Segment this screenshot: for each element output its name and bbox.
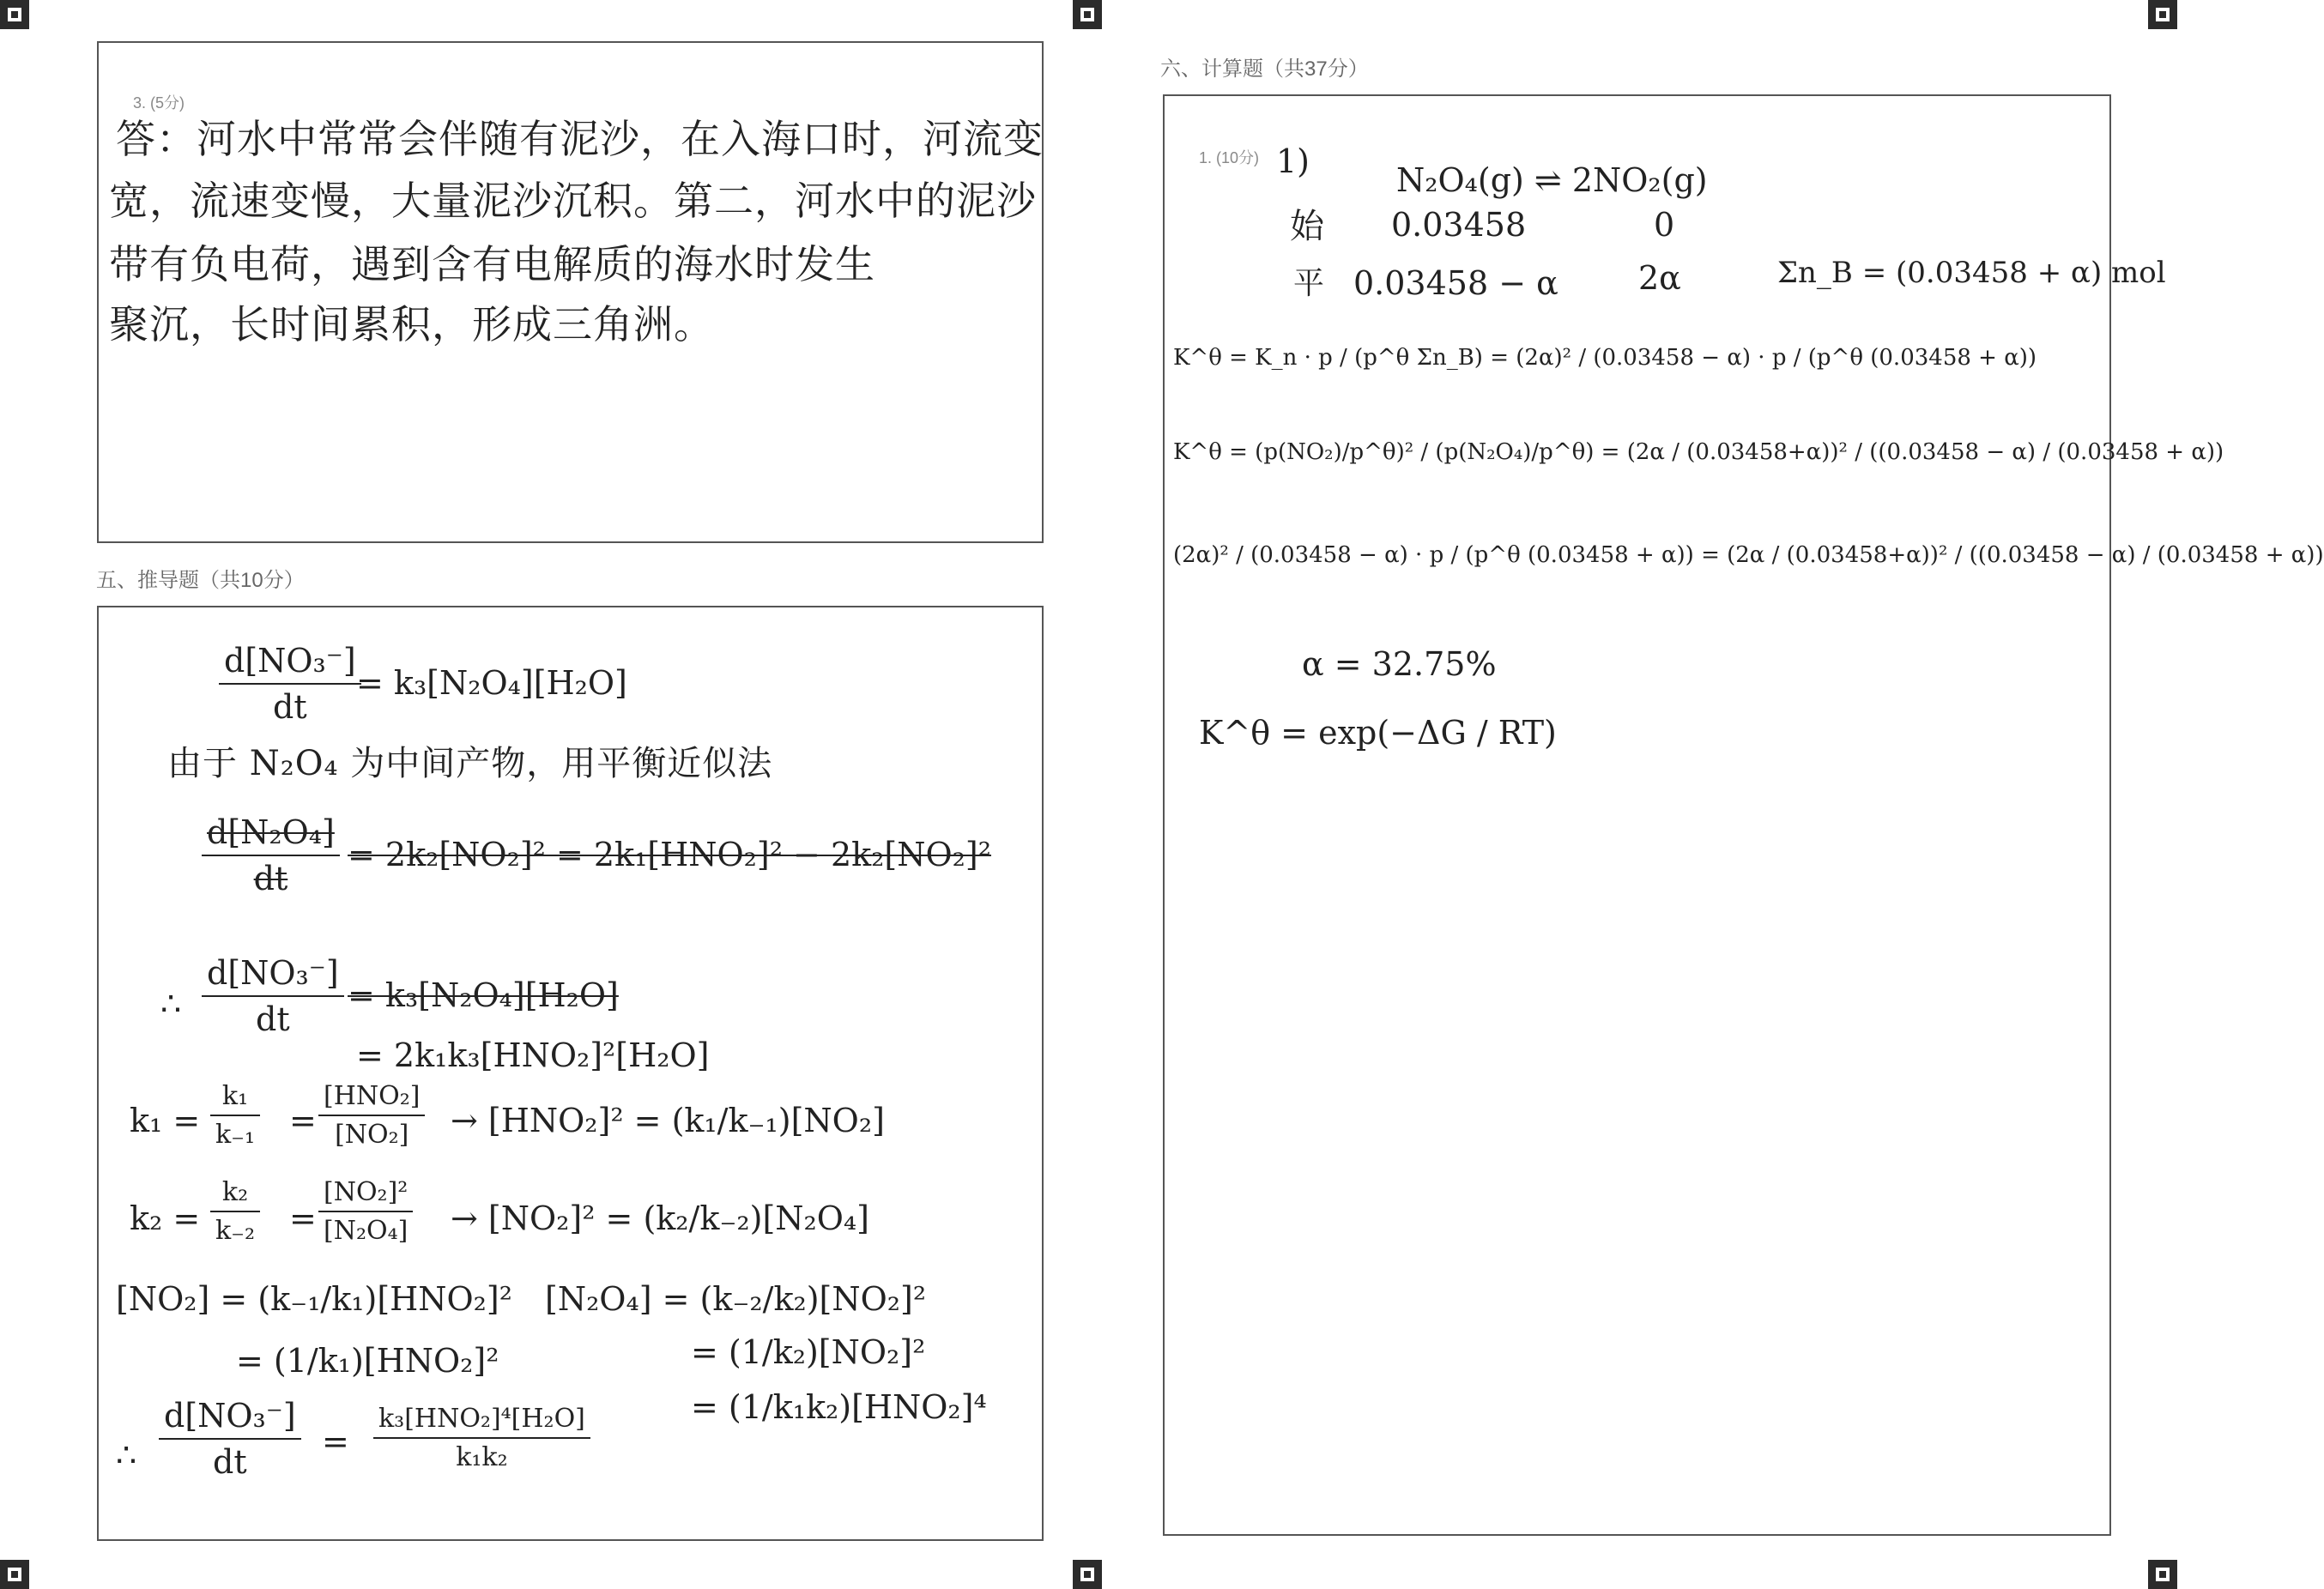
k1-lhs: k₁ = <box>130 1102 201 1139</box>
answer-line-1: 答：河水中常常会伴随有泥沙，在入海口时，河流变 <box>116 116 1044 162</box>
part-label: 1) <box>1276 142 1310 180</box>
no3-rate-rhs-2: = 2k₁k₃[HNO₂]²[H₂O] <box>356 1036 710 1074</box>
kp-expression-1: K^θ = K_n · p / (p^θ Σn_B) = (2α)² / (0.03458 − α) · p / (p^θ (0.03458 + α)) <box>1173 345 2037 371</box>
equilibrium-no2: 2α <box>1638 259 1681 297</box>
rate-expression-rhs: = k₃[N₂O₄][H₂O] <box>356 664 627 702</box>
initial-no2: 0 <box>1654 206 1675 244</box>
equilibrium-n2o4: 0.03458 − α <box>1353 264 1558 302</box>
answer-line-2: 宽，流速变慢，大量泥沙沉积。第二，河水中的泥沙 <box>109 178 1037 224</box>
fraction-numerator: k₁ <box>210 1081 260 1116</box>
fraction-numerator: d[NO₃⁻] <box>202 954 344 997</box>
equilibrium-row-label: 平 <box>1293 266 1326 301</box>
fraction-denominator: dt <box>273 688 307 726</box>
fraction-denominator: k₁k₂ <box>456 1442 508 1472</box>
answer-box-calculation <box>1163 94 2324 1536</box>
no3-rate-rhs: = k₃[N₂O₄][H₂O] <box>348 976 619 1014</box>
k-gibbs-relation: K^θ = exp(−ΔG / RT) <box>1199 714 1557 752</box>
fraction-denominator: dt <box>253 860 288 897</box>
n2o4-rate-rhs: = 2k₂[NO₂]² = 2k₁[HNO₂]² − 2k₂[NO₂]² <box>348 836 991 873</box>
registration-marker-top-right <box>2148 0 2177 29</box>
equals-sign: = <box>322 1423 349 1460</box>
k2-concentration-fraction <box>318 1177 413 1246</box>
therefore-symbol: ∴ <box>116 1436 137 1474</box>
fraction-denominator: dt <box>256 1000 290 1038</box>
fraction-numerator: [HNO₂] <box>318 1081 425 1116</box>
n2o4-rate-fraction <box>202 813 340 897</box>
answer-box-q3 <box>97 41 1044 543</box>
question-label: 1. (10分) <box>1199 149 1260 166</box>
fraction-denominator: [N₂O₄] <box>324 1216 409 1246</box>
equals-sign: = <box>289 1199 317 1237</box>
registration-marker-top-left <box>0 0 29 29</box>
question-label: 3. (5分) <box>133 94 185 112</box>
approximation-note: 由于 N₂O₄ 为中间产物，用平衡近似法 <box>167 744 773 783</box>
fraction-denominator: [NO₂] <box>335 1120 409 1150</box>
registration-marker-bottom-center <box>1073 1560 1102 1589</box>
fraction-denominator: dt <box>213 1443 247 1481</box>
k1-ratio-fraction <box>210 1081 260 1150</box>
k2-lhs: k₂ = <box>130 1199 201 1237</box>
initial-n2o4: 0.03458 <box>1391 206 1527 244</box>
fraction-numerator: [NO₂]² <box>318 1177 413 1212</box>
k1-rhs: → [HNO₂]² = (k₁/k₋₁)[NO₂] <box>451 1102 885 1139</box>
no3-rate-fraction <box>202 954 344 1038</box>
registration-marker-bottom-right <box>2148 1560 2177 1589</box>
total-moles: Σn_B = (0.03458 + α) mol <box>1777 256 2166 290</box>
kp-expression-2: K^θ = (p(NO₂)/p^θ)² / (p(N₂O₄)/p^θ) = (2α / (0.03458+α))² / ((0.03458 − α) / (0.03458 + α)) <box>1173 439 2224 465</box>
no2-concentration: [NO₂] = (k₋₁/k₁)[HNO₂]² <box>116 1280 512 1318</box>
n2o4-concentration-simplified: = (1/k₂)[NO₂]² <box>691 1333 926 1371</box>
no2-concentration-simplified: = (1/k₁)[HNO₂]² <box>236 1342 499 1380</box>
registration-marker-top-center <box>1073 0 1102 29</box>
n2o4-concentration-final: = (1/k₁k₂)[HNO₂]⁴ <box>691 1388 987 1426</box>
section-title-calculation: 六、计算题（共37分） <box>1160 57 1369 81</box>
final-rate-fraction <box>159 1397 301 1481</box>
therefore-symbol: ∴ <box>160 985 182 1023</box>
final-rate-rhs-fraction <box>373 1404 590 1472</box>
kp-expression-3: (2α)² / (0.03458 − α) · p / (p^θ (0.03458 + α)) = (2α / (0.03458+α))² / ((0.03458 − α) / (0.03458 + α)) <box>1173 542 2324 568</box>
answer-box-derivation <box>97 606 1044 1541</box>
equals-sign: = <box>289 1102 317 1139</box>
fraction-numerator: d[NO₃⁻] <box>159 1397 301 1440</box>
rate-expression-fraction <box>219 642 361 726</box>
fraction-denominator: k₋₁ <box>215 1120 256 1150</box>
fraction-numerator: k₃[HNO₂]⁴[H₂O] <box>373 1404 590 1439</box>
k2-rhs: → [NO₂]² = (k₂/k₋₂)[N₂O₄] <box>451 1199 869 1237</box>
alpha-result: α = 32.75% <box>1302 645 1497 683</box>
registration-marker-bottom-left <box>0 1560 29 1589</box>
reaction-equation: N₂O₄(g) ⇌ 2NO₂(g) <box>1396 161 1708 199</box>
fraction-denominator: k₋₂ <box>215 1216 256 1246</box>
fraction-numerator: k₂ <box>210 1177 260 1212</box>
answer-line-3: 带有负电荷，遇到含有电解质的海水时发生 <box>109 241 875 287</box>
initial-row-label: 始 <box>1290 207 1325 246</box>
fraction-numerator: d[N₂O₄] <box>202 813 340 856</box>
k2-ratio-fraction <box>210 1177 260 1246</box>
k1-concentration-fraction <box>318 1081 425 1150</box>
fraction-numerator: d[NO₃⁻] <box>219 642 361 685</box>
n2o4-concentration: [N₂O₄] = (k₋₂/k₂)[NO₂]² <box>545 1280 927 1318</box>
section-title-derivation: 五、推导题（共10分） <box>96 569 305 592</box>
answer-line-4: 聚沉，长时间累积，形成三角洲。 <box>109 301 714 347</box>
